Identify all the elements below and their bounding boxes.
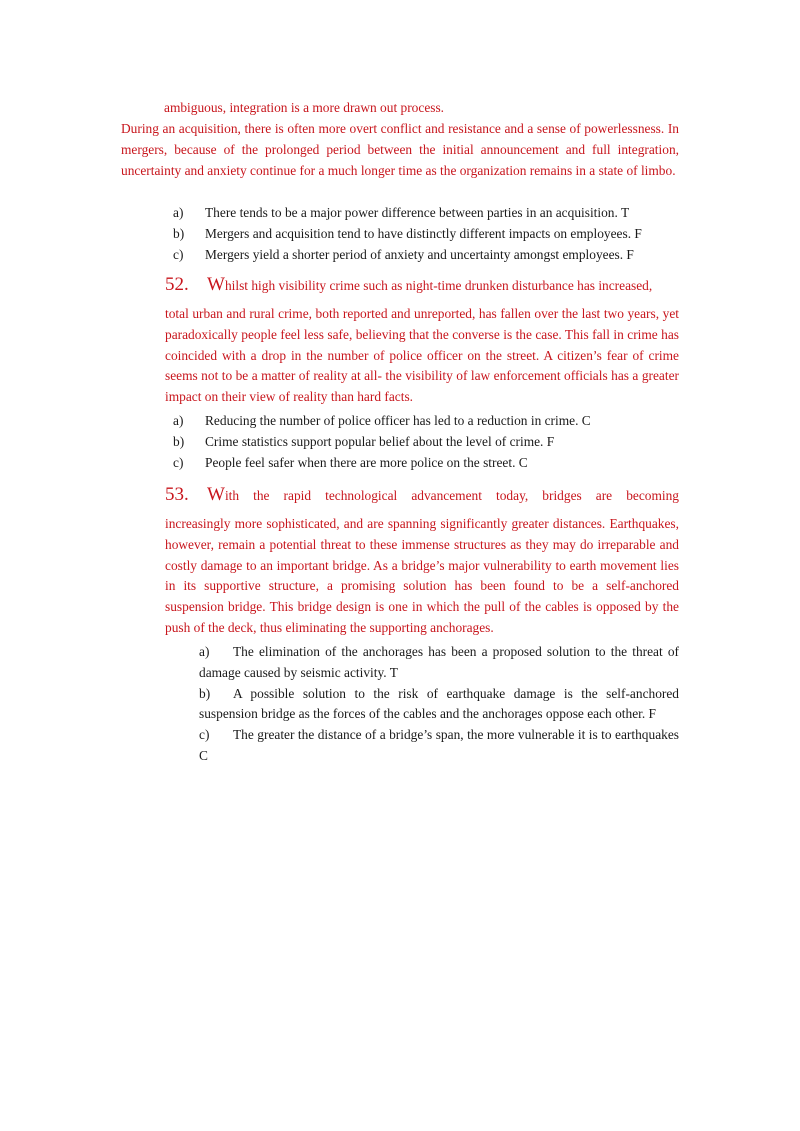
option-label: b)	[199, 685, 211, 701]
option-label: c)	[173, 246, 184, 262]
q52-option-b	[164, 432, 684, 453]
first-line-text: hilst high visibility crime such as night-time drunken disturbance has increased,	[224, 278, 653, 293]
q53-options	[199, 642, 679, 767]
q51-option-c	[164, 245, 684, 266]
option-label: c)	[173, 454, 184, 470]
q53-option-b	[199, 684, 679, 726]
option-label: a)	[173, 205, 184, 220]
question-52	[165, 275, 679, 408]
q53-option-c	[199, 725, 679, 767]
drop-letter: W	[207, 484, 225, 505]
option-text: Mergers and acquisition tend to have distinctly different impacts on employees. F	[205, 225, 642, 241]
q53-option-a	[199, 642, 679, 684]
q53-first-line	[165, 485, 679, 514]
drop-letter: W	[207, 274, 225, 295]
first-line-text: ith the rapid technological advancement today, bridges are becoming	[224, 488, 679, 503]
q51-passage: During an acquisition, there is often more overt conflict and resistance and a sense of powerlessness. In mergers, because of the prolonged period between the initial announcement and full integration, uncertainty and anxiety continue for a much longer time as the organization remains in a state of limbo.	[121, 121, 679, 178]
option-text: Reducing the number of police officer has led to a reduction in crime. C	[205, 413, 591, 428]
option-label: b)	[173, 433, 185, 449]
option-text: Crime statistics support popular belief about the level of crime. F	[205, 433, 555, 449]
q51-option-b	[164, 224, 684, 245]
q53-passage: increasingly more sophisticated, and are spanning significantly greater distances. Earthquakes, however, remain a potential threat to these immense structures as they may do irreparable and costly damage to an important bridge. As a bridge’s major vulnerability to earth movement lies in its supportive structure, a promising solution has been found to be a self-anchored suspension bridge. This bridge design is one in which the pull of the cables is opposed by the push of the deck, thus eliminating the supporting anchorages.	[165, 516, 679, 635]
option-text: People feel safer when there are more police on the street. C	[205, 454, 528, 470]
question-53	[165, 485, 679, 639]
option-label: c)	[199, 727, 210, 743]
q52-first-line	[165, 275, 679, 304]
option-label: a)	[199, 644, 210, 659]
option-text: There tends to be a major power difference between parties in an acquisition. T	[205, 205, 630, 220]
q51-option-a	[164, 203, 684, 224]
question-number: 53.	[165, 484, 189, 505]
q52-options	[164, 411, 684, 473]
continuation-text: ambiguous, integration is a more drawn out process.	[164, 100, 445, 115]
option-text: Mergers yield a shorter period of anxiety and uncertainty amongst employees. F	[205, 246, 634, 262]
option-text: A possible solution to the risk of earthquake damage is the self-anchored suspension bridge as the forces of the cables and the anchorages oppose each other. F	[199, 685, 679, 722]
q52-option-c	[164, 453, 684, 474]
q52-option-a	[164, 411, 684, 432]
question-number: 52.	[165, 274, 189, 295]
q52-passage: total urban and rural crime, both reported and unreported, has fallen over the last two years, yet paradoxically people feel less safe, believing that the converse is the case. This fall in crime has coincided with a drop in the number of police officer on the street. A citizen’s fear of crime seems not to be a matter of reality at all- the visibility of law enforcement officials has a greater impact on their view of reality than hard facts.	[165, 306, 679, 405]
q51-options	[164, 203, 684, 265]
option-label: a)	[173, 413, 184, 428]
option-label: b)	[173, 225, 185, 241]
option-text: The greater the distance of a bridge’s span, the more vulnerable it is to earthquakes C	[199, 727, 679, 763]
option-text: The elimination of the anchorages has been a proposed solution to the threat of damage caused by seismic activity. T	[199, 644, 679, 680]
